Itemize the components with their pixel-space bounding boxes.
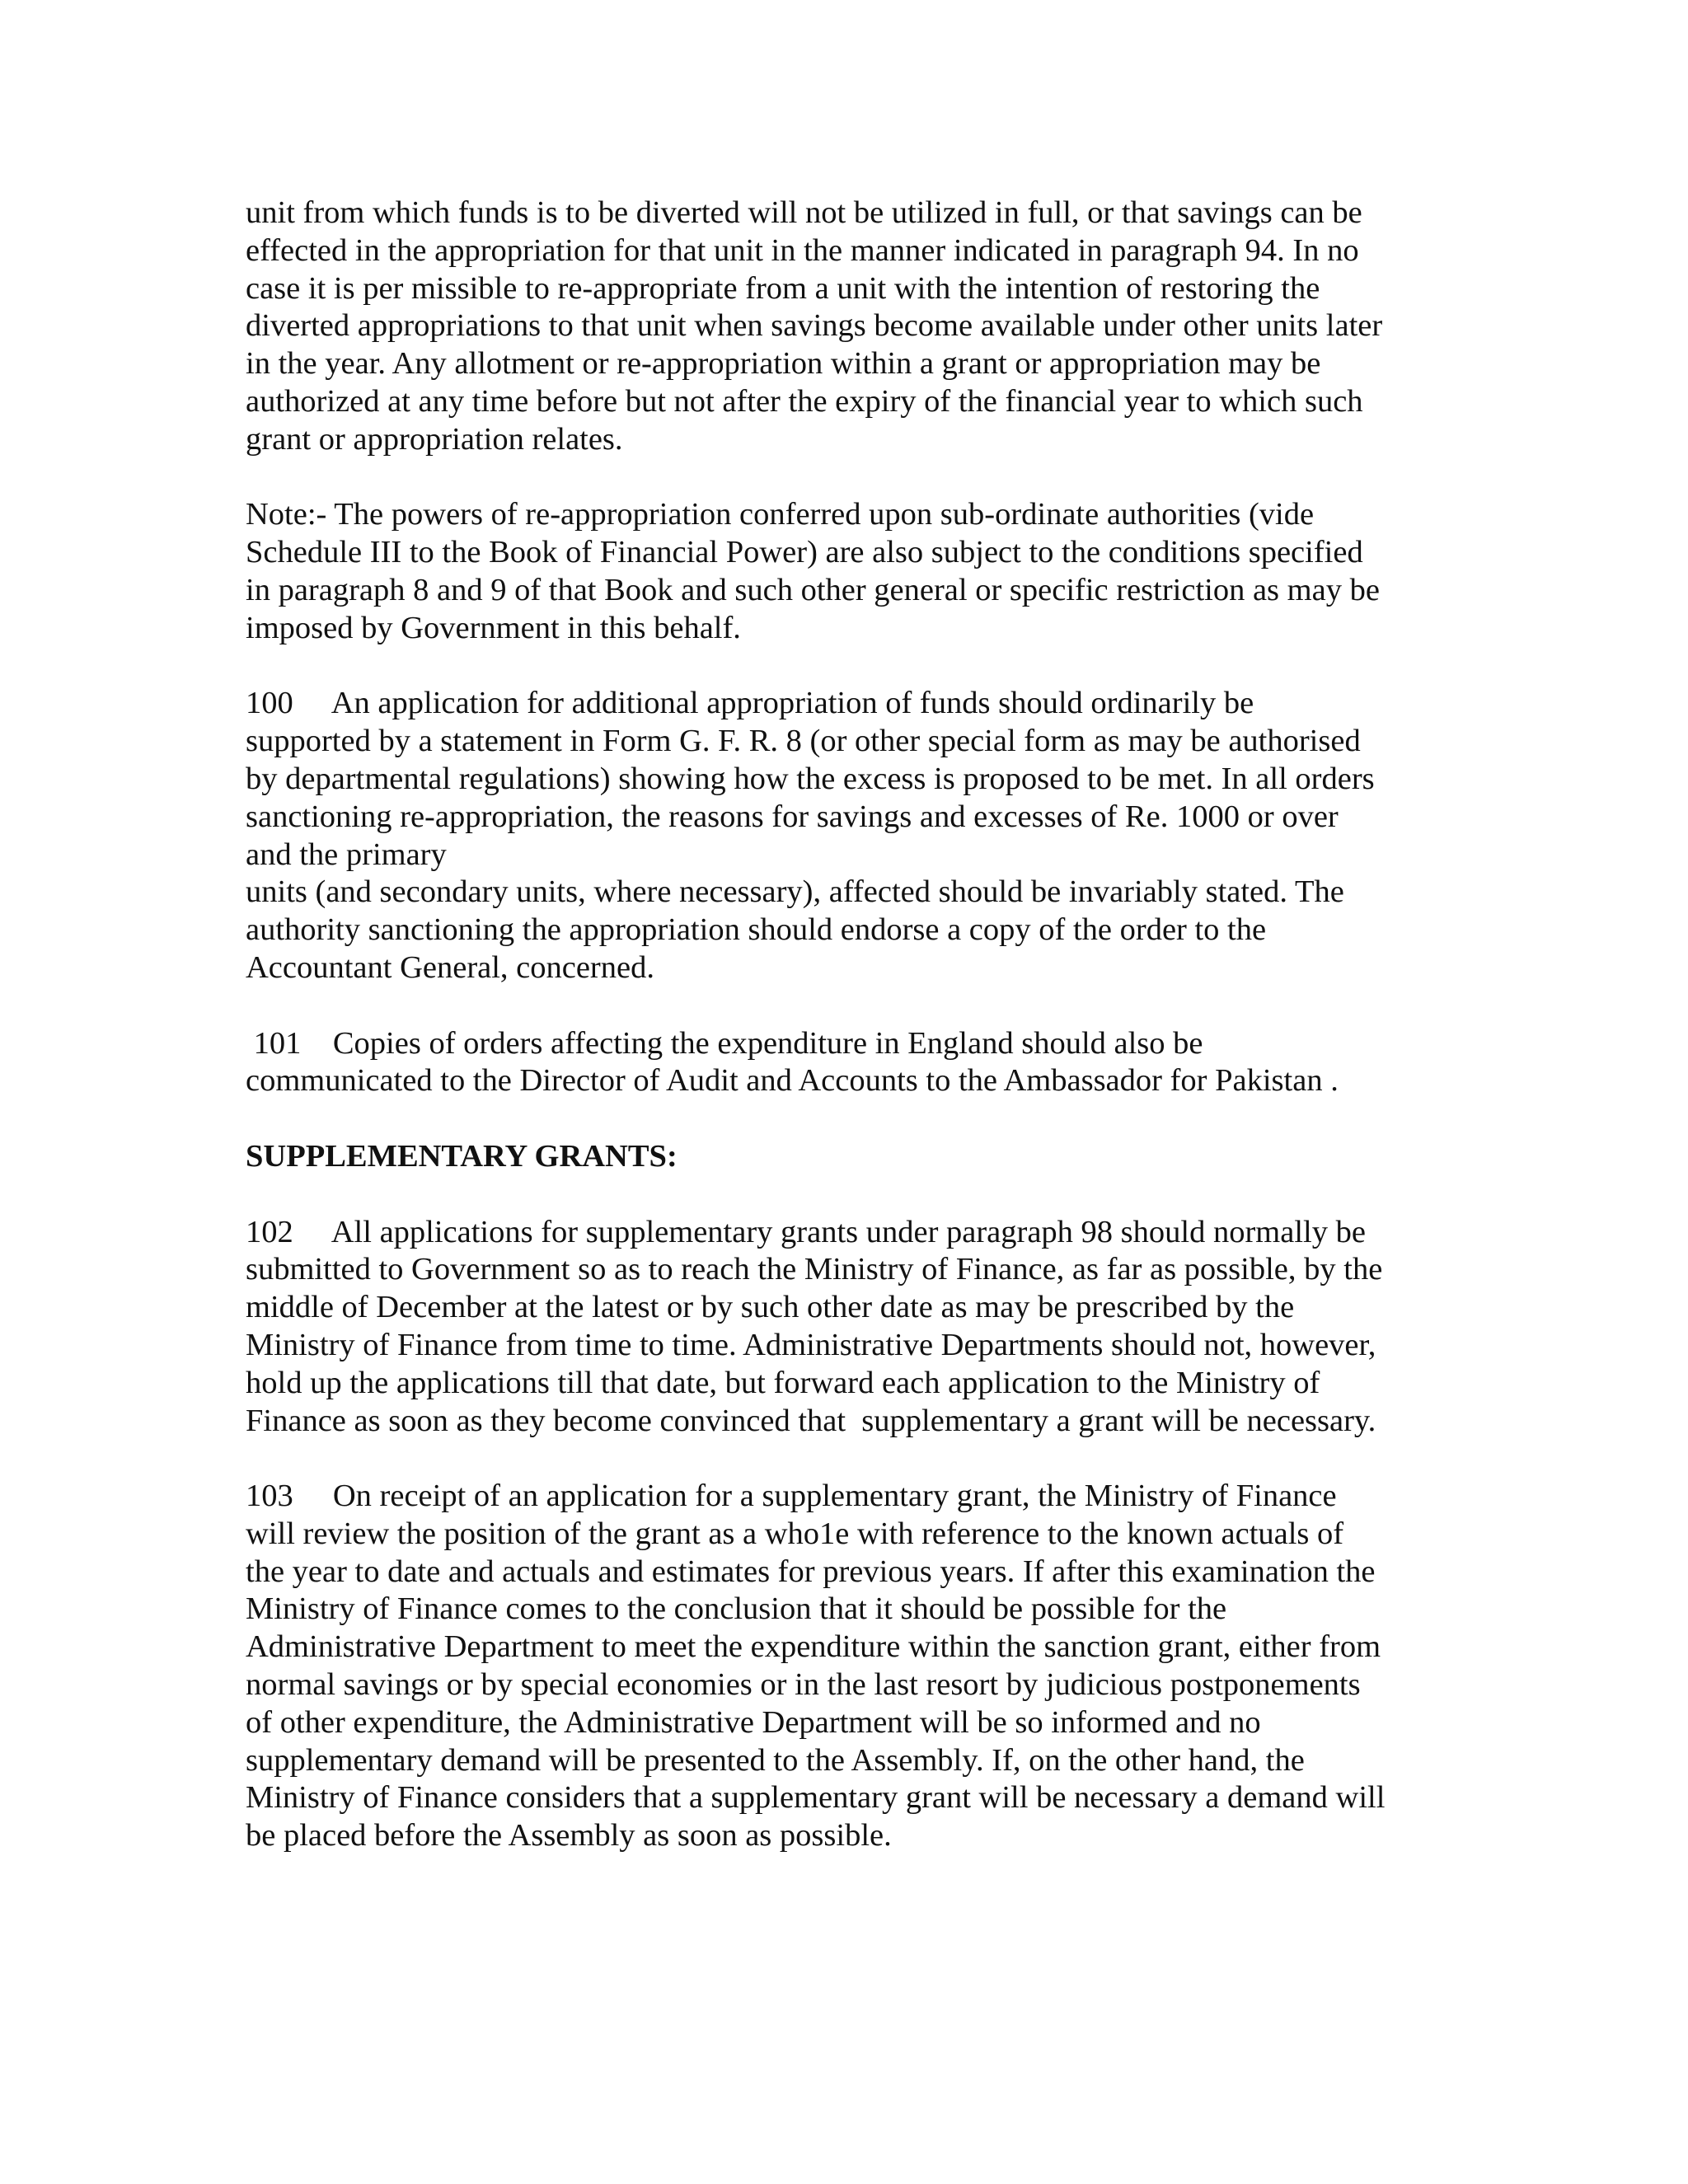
text-line: in paragraph 8 and 9 of that Book and such other general or specific restriction as may be (246, 572, 1380, 607)
text-line: 101 Copies of orders affecting the expenditure in England should also be (246, 1025, 1203, 1061)
paragraph-para-100 (246, 685, 1449, 987)
text-line: communicated to the Director of Audit and Accounts to the Ambassador for Pakistan . (246, 1063, 1339, 1099)
text-line: 103 On receipt of an application for a supplementary grant, the Ministry of Finance (246, 1479, 1337, 1514)
text-line: 102 All applications for supplementary grants under paragraph 98 should normally be (246, 1214, 1366, 1249)
text-line: 100 An application for additional appropriation of funds should ordinarily be (246, 686, 1254, 721)
text-line: units (and secondary units, where necessary), affected should be invariably stated. The (246, 874, 1344, 910)
text-line: be placed before the Assembly as soon as possible. (246, 1818, 892, 1854)
text-line: and the primary (246, 837, 447, 872)
text-line: hold up the applications till that date, but forward each application to the Ministry of (246, 1365, 1320, 1400)
paragraph-gap (246, 1100, 1449, 1138)
text-line: Ministry of Finance considers that a supplementary grant will be necessary a demand will (246, 1780, 1386, 1816)
text-line: normal savings or by special economies or in the last resort by judicious postponements (246, 1667, 1361, 1703)
text-line: unit from which funds is to be diverted will not be utilized in full, or that savings can be (246, 195, 1362, 230)
paragraph-gap (246, 459, 1449, 497)
text-line: SUPPLEMENTARY GRANTS: (246, 1138, 678, 1174)
text-line: in the year. Any allotment or re-appropriation within a grant or appropriation may be (246, 346, 1321, 382)
text-line: Note:- The powers of re-appropriation conferred upon sub-ordinate authorities (vide (246, 497, 1315, 532)
text-line: effected in the appropriation for that unit in the manner indicated in paragraph 94. In no (246, 232, 1359, 268)
text-line: Accountant General, concerned. (246, 949, 654, 985)
text-line: submitted to Government so as to reach the Ministry of Finance, as far as possible, by the (246, 1252, 1383, 1287)
text-line: Finance as soon as they become convinced that supplementary a grant will be necessary. (246, 1403, 1376, 1438)
text-line: authorized at any time before but not after the expiry of the financial year to which such (246, 383, 1363, 419)
paragraph-gap (246, 1440, 1449, 1478)
text-line: authority sanctioning the appropriation should endorse a copy of the order to the (246, 912, 1267, 948)
text-line: of other expenditure, the Administrative Department will be so informed and no (246, 1704, 1261, 1740)
text-line: supplementary demand will be presented to the Assembly. If, on the other hand, the (246, 1742, 1305, 1778)
text-line: will review the position of the grant as a who1e with reference to the known actuals of (246, 1516, 1344, 1551)
paragraph-continuation (246, 194, 1449, 459)
text-line: Ministry of Finance from time to time. Administrative Departments should not, however, (246, 1327, 1376, 1362)
text-line: case it is per missible to re-appropriate from a unit with the intention of restoring the (246, 270, 1320, 306)
text-line: Administrative Department to meet the expenditure within the sanction grant, either from (246, 1629, 1381, 1665)
text-line: the year to date and actuals and estimates for previous years. If after this examination the (246, 1554, 1376, 1589)
text-line: Ministry of Finance comes to the conclusion that it should be possible for the (246, 1591, 1227, 1627)
paragraph-para-102 (246, 1214, 1449, 1441)
paragraph-gap (246, 648, 1449, 686)
paragraph-para-101 (246, 1025, 1449, 1101)
text-line: supported by a statement in Form G. F. R. 8 (or other special form as may be authorised (246, 724, 1361, 759)
paragraph-gap (246, 1176, 1449, 1214)
text-line: middle of December at the latest or by such other date as may be prescribed by the (246, 1290, 1295, 1325)
paragraph-note (246, 496, 1449, 647)
paragraph-para-103 (246, 1478, 1449, 1855)
text-line: by departmental regulations) showing how the excess is proposed to be met. In all orders (246, 761, 1375, 796)
text-line: Schedule III to the Book of Financial Power) are also subject to the conditions specified (246, 535, 1363, 570)
paragraph-gap (246, 987, 1449, 1025)
document-body (246, 194, 1449, 1855)
text-line: imposed by Government in this behalf. (246, 610, 741, 645)
text-line: grant or appropriation relates. (246, 421, 623, 457)
section-heading (246, 1138, 1449, 1176)
text-line: diverted appropriations to that unit when savings become available under other units later (246, 308, 1383, 344)
text-line: sanctioning re-appropriation, the reasons for savings and excesses of Re. 1000 or over (246, 799, 1339, 834)
